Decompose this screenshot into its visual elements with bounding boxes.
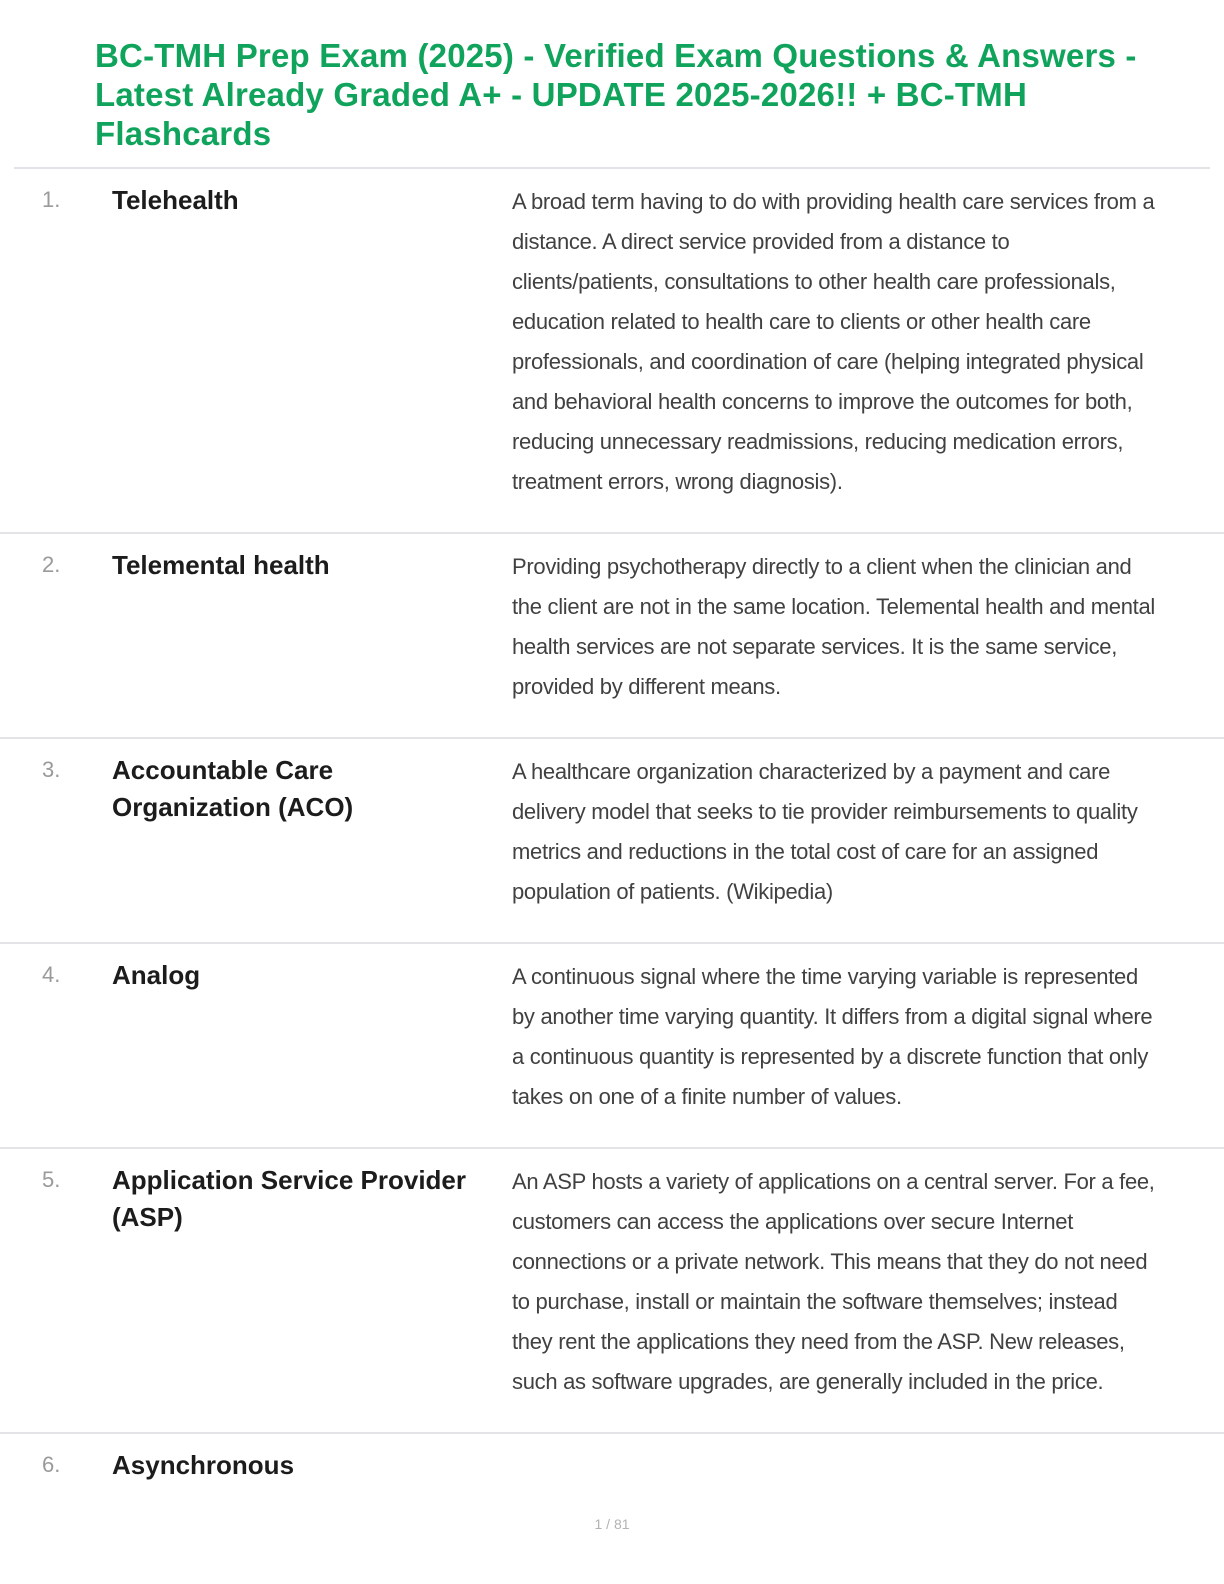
term-text: Accountable Care Organization (ACO) bbox=[112, 755, 354, 822]
term-text: Analog bbox=[112, 960, 201, 990]
term-text: Asynchronous bbox=[112, 1450, 295, 1480]
term-number: 2. bbox=[42, 552, 61, 577]
flashcard-row bbox=[0, 169, 1224, 534]
definition-text: A healthcare organization characterized by a payment and care delivery model that seeks to tie provider reimbursements to quality metrics and reductions in the total cost of care for an assigned population of patients. (Wikipedia) bbox=[512, 759, 1138, 904]
term-number: 5. bbox=[42, 1167, 61, 1192]
definition-text: Providing psychotherapy directly to a client when the clinician and the client are not in the same location. Telemental health and mental health services are not separate services. It is the same service, provided by different means. bbox=[512, 554, 1155, 699]
term-text: Telehealth bbox=[112, 185, 239, 215]
flashcard-row bbox=[0, 739, 1224, 944]
flashcard-list bbox=[0, 169, 1224, 1514]
flashcard-row bbox=[0, 944, 1224, 1149]
page-number: 1 / 81 bbox=[594, 1516, 630, 1532]
term-number: 6. bbox=[42, 1452, 61, 1477]
definition-text bbox=[512, 1447, 1160, 1484]
term-text: Telemental health bbox=[112, 550, 330, 580]
term-number: 1. bbox=[42, 187, 61, 212]
definition-text: A continuous signal where the time varying variable is represented by another time varying quantity. It differs from a digital signal where a continuous quantity is represented by a discrete function that only takes on one of a finite number of values. bbox=[512, 964, 1153, 1109]
term-number: 4. bbox=[42, 962, 61, 987]
term-number: 3. bbox=[42, 757, 61, 782]
flashcard-row bbox=[0, 534, 1224, 739]
definition-text: An ASP hosts a variety of applications on a central server. For a fee, customers can access the applications over secure Internet connections or a private network. This means that they do not need to purchase, install or maintain the software themselves; instead they rent the applications they need from the ASP. New releases, such as software upgrades, are generally included in the price. bbox=[512, 1169, 1155, 1394]
flashcard-row bbox=[0, 1434, 1224, 1514]
flashcard-row bbox=[0, 1149, 1224, 1434]
page-title: BC-TMH Prep Exam (2025) - Verified Exam Questions & Answers - Latest Already Graded A+ - UPDATE 2025-2026!! + BC-TMH Flashcards bbox=[95, 37, 1137, 152]
definition-text: A broad term having to do with providing health care services from a distance. A direct service provided from a distance to clients/patients, consultations to other health care professionals, education related to health care to clients or other health care professionals, and coordination of care (helping integrated physical and behavioral health concerns to improve the outcomes for both, reducing unnecessary readmissions, reducing medication errors, treatment errors, wrong diagnosis). bbox=[512, 189, 1155, 494]
term-text: Application Service Provider (ASP) bbox=[112, 1165, 467, 1232]
